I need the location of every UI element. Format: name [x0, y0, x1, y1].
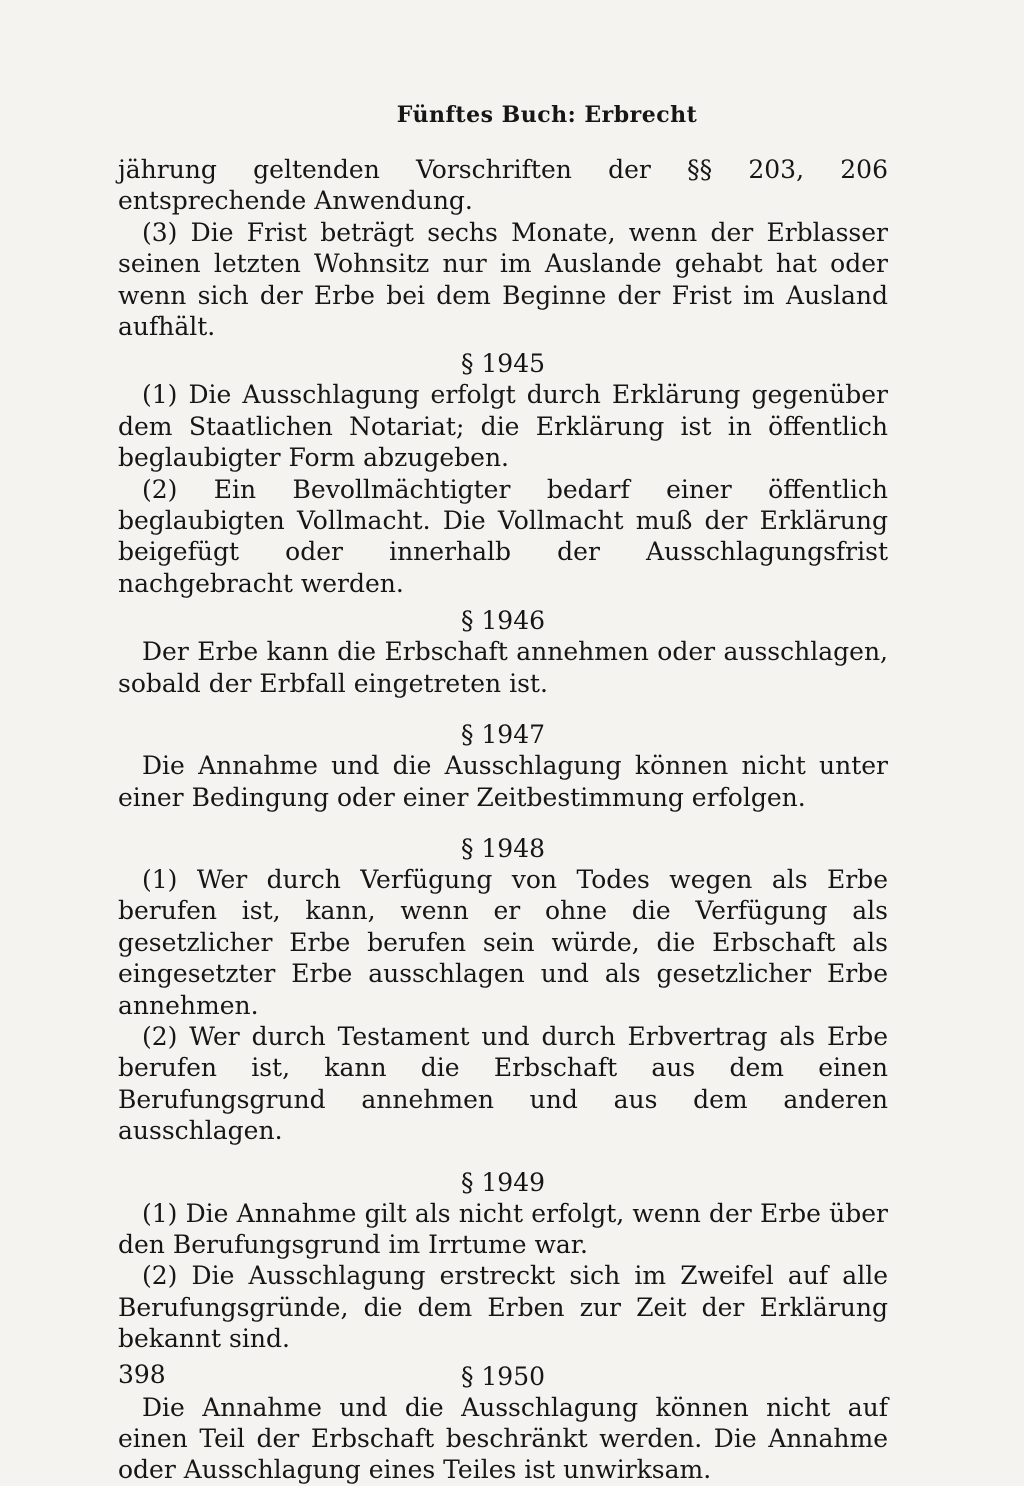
section-heading-1948: § 1948	[460, 833, 546, 863]
page-number: 398	[118, 1360, 166, 1389]
section-heading-1947: § 1947	[460, 720, 546, 750]
section-1945-paragraph-1: (1) Die Ausschlagung erfolgt durch Erklärung gegenüber dem Staatlichen Notariat; die Erklärung ist in öffentlich beglaubigter Form abzugeben.	[118, 380, 888, 473]
section-1946-paragraph-1: Der Erbe kann die Erbschaft annehmen oder ausschlagen, sobald der Erbfall eingetreten ist.	[118, 637, 888, 698]
section-heading-1950: § 1950	[460, 1361, 546, 1391]
section-heading-1949: § 1949	[460, 1167, 546, 1197]
continuation-paragraph: jährung geltenden Vorschriften der §§ 203, 206 entsprechende Anwendung.	[118, 155, 888, 216]
section-1945-paragraph-2: (2) Ein Bevollmächtigter bedarf einer öffentlich beglaubigten Vollmacht. Die Vollmacht muß der Erklärung beigefügt oder innerhalb der Ausschlagungsfrist nachgebracht werden.	[118, 474, 888, 598]
section-heading-1946: § 1946	[460, 606, 546, 636]
section-1948-paragraph-2: (2) Wer durch Testament und durch Erbvertrag als Erbe berufen ist, kann die Erbschaft aus dem einen Berufungsgrund annehmen und aus dem anderen ausschlagen.	[118, 1021, 888, 1146]
body-text	[118, 154, 888, 1486]
section-1947-paragraph-1: Die Annahme und die Ausschlagung können nicht unter einer Bedingung oder einer Zeitbestimmung erfolgen.	[118, 751, 888, 812]
section-1949-paragraph-2: (2) Die Ausschlagung erstreckt sich im Zweifel auf alle Berufungsgründe, die dem Erben zur Zeit der Erklärung bekannt sind.	[118, 1261, 888, 1354]
section-1948-paragraph-1: (1) Wer durch Verfügung von Todes wegen als Erbe berufen ist, kann, wenn er ohne die Verfügung als gesetzlicher Erbe berufen sein würde, die Erbschaft als eingesetzter Erbe ausschlagen und als gesetzlicher Erbe annehmen.	[118, 864, 888, 1020]
running-header: Fünftes Buch: Erbrecht	[396, 102, 698, 128]
section-1950-paragraph-1: Die Annahme und die Ausschlagung können nicht auf einen Teil der Erbschaft beschränkt werden. Die Annahme oder Ausschlagung eines Teiles ist unwirksam.	[118, 1392, 888, 1485]
paragraph-3: (3) Die Frist beträgt sechs Monate, wenn der Erblasser seinen letzten Wohnsitz nur im Auslande gehabt hat oder wenn sich der Erbe bei dem Beginne der Frist im Ausland aufhält.	[118, 217, 888, 342]
section-1949-paragraph-1: (1) Die Annahme gilt als nicht erfolgt, wenn der Erbe über den Berufungsgrund im Irrtume war.	[118, 1198, 888, 1259]
section-heading-1945: § 1945	[460, 349, 546, 379]
